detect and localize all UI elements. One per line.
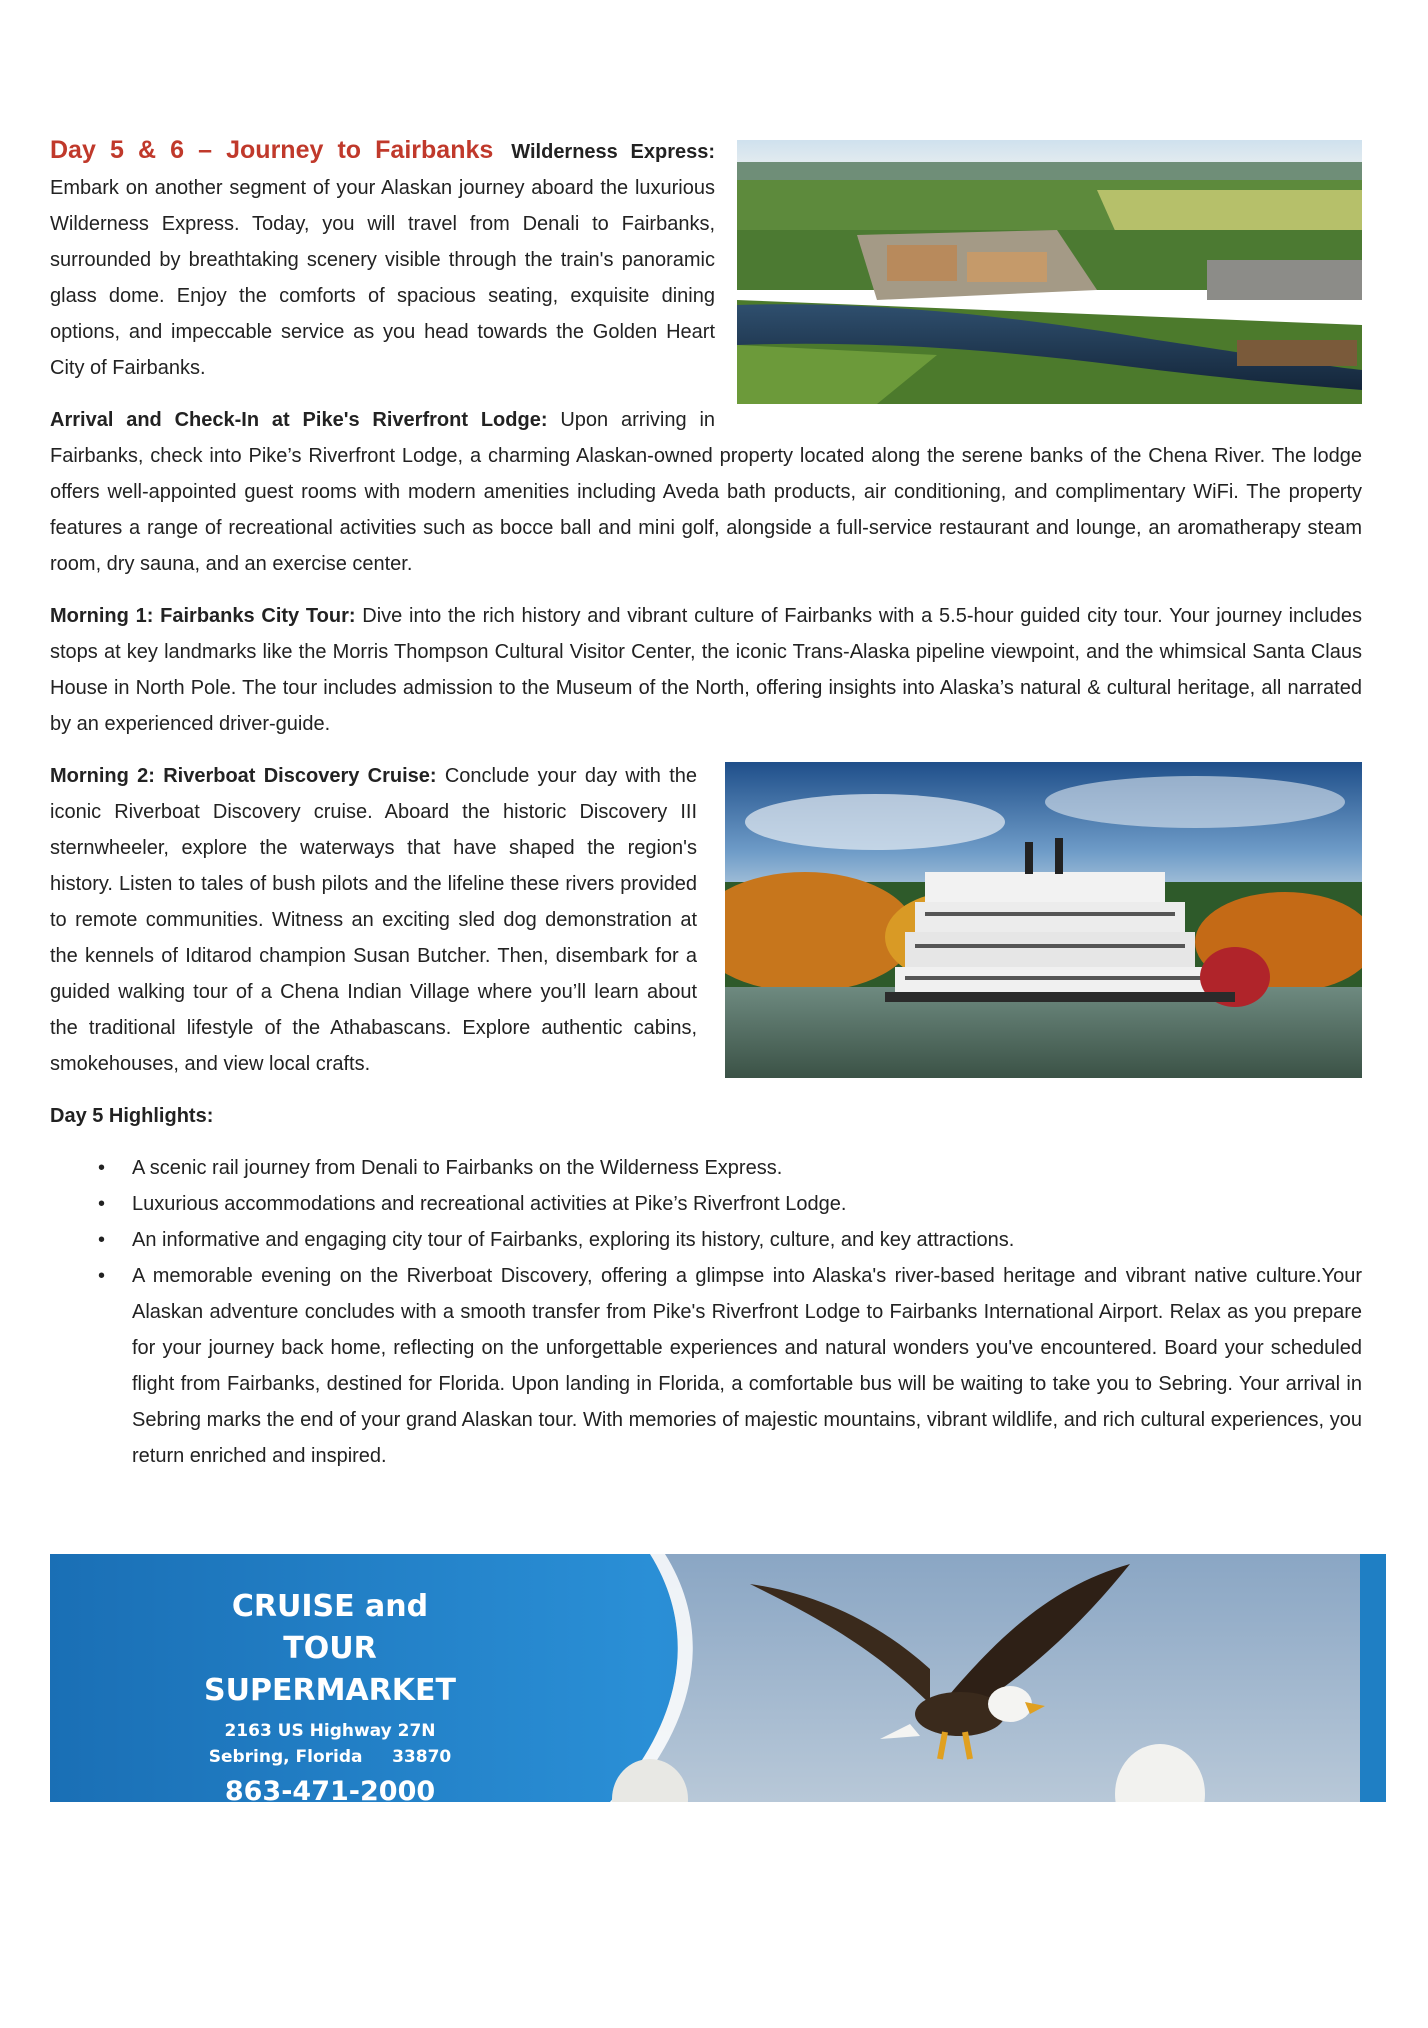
list-item bbox=[98, 1222, 1362, 1258]
section-heading: Morning 1: Fairbanks City Tour: bbox=[50, 605, 356, 627]
list-item-text: An informative and engaging city tour of Fairbanks, exploring its history, culture, and key attractions. bbox=[132, 1229, 1015, 1251]
banner-text bbox=[200, 1586, 460, 1840]
list-item bbox=[98, 1258, 1362, 1474]
bullet-icon: • bbox=[98, 1265, 106, 1287]
section-text: Conclude your day with the iconic Riverboat Discovery cruise. Aboard the historic Discovery III sternwheeler, explore the waterways that have shaped the region's history. Listen to tales of bush pilots and the lifeline these rivers provided to remote communities. Witness an exciting sled dog demonstration at the kennels of Iditarod champion Susan Butcher. Then, disembark for a guided walking tour of a Chena Indian Village where you’ll learn about the traditional lifestyle of the Athabascans. Explore authentic cabins, smokehouses, and view local crafts. bbox=[50, 765, 698, 1075]
company-banner bbox=[50, 1554, 1386, 1839]
address-line2: Sebring, Florida 33870 bbox=[208, 1747, 452, 1767]
section-heading: Arrival and Check-In at Pike's Riverfront Lodge: bbox=[50, 409, 548, 431]
day-title: Day 5 & 6 – Journey to Fairbanks bbox=[50, 136, 494, 164]
highlights-title: Day 5 Highlights: bbox=[50, 1105, 214, 1127]
section-text: Dive into the rich history and vibrant culture of Fairbanks with a 5.5-hour guided city tour. Your journey includes stops at key landmarks like the Morris Thompson Cultural Visitor Center, the iconic Trans-Alaska pipeline viewpoint, and the whimsical Santa Claus House in North Pole. The tour includes admission to the Museum of the North, offering insights into Alaska’s natural & cultural heritage, all narrated by an experienced driver-guide. bbox=[50, 605, 1362, 735]
fairbanks-aerial-photo bbox=[737, 140, 1362, 404]
highlights-list bbox=[50, 1150, 1362, 1474]
phone-number-2: 800-232-7447 bbox=[224, 1808, 436, 1839]
address-line1: 2163 US Highway 27N bbox=[224, 1721, 436, 1741]
section-text: Embark on another segment of your Alaskan journey aboard the luxurious Wilderness Express. Today, you will travel from Denali to Fairbanks, surrounded by breathtaking scenery visible through the train's panoramic glass dome. Enjoy the comforts of spacious seating, exquisite dining options, and impeccable service as you head towards the Golden Heart City of Fairbanks. bbox=[50, 177, 715, 379]
company-name-line1: CRUISE and TOUR bbox=[231, 1589, 429, 1666]
bullet-icon: • bbox=[98, 1229, 106, 1251]
list-item bbox=[98, 1150, 1362, 1186]
list-item-text: A scenic rail journey from Denali to Fairbanks on the Wilderness Express. bbox=[132, 1157, 783, 1179]
section-arrival bbox=[50, 402, 1362, 582]
content-area bbox=[50, 132, 1362, 1474]
company-name-line2: SUPERMARKET bbox=[204, 1673, 456, 1708]
riverboat-photo bbox=[725, 762, 1362, 1078]
section-text: Upon arriving in Fairbanks, check into Pike’s Riverfront Lodge, a charming Alaskan-owned property located along the serene banks of the Chena River. The lodge offers well-appointed guest rooms with modern amenities including Aveda bath products, air conditioning, and complimentary WiFi. The property features a range of recreational activities such as bocce ball and mini golf, alongside a full-service restaurant and lounge, an aromatherapy steam room, dry sauna, and an exercise center. bbox=[50, 409, 1362, 575]
list-item-text: Luxurious accommodations and recreational activities at Pike’s Riverfront Lodge. bbox=[132, 1193, 847, 1215]
phone-number-1: 863-471-2000 bbox=[224, 1776, 436, 1807]
section-heading: Morning 2: Riverboat Discovery Cruise: bbox=[50, 765, 437, 787]
section-city-tour bbox=[50, 598, 1362, 742]
bullet-icon: • bbox=[98, 1157, 106, 1179]
section-subtitle: Wilderness Express: bbox=[511, 141, 716, 163]
list-item bbox=[98, 1186, 1362, 1222]
list-item-text: A memorable evening on the Riverboat Discovery, offering a glimpse into Alaska's river-based heritage and vibrant native culture.Your Alaskan adventure concludes with a smooth transfer from Pike's Riverfront Lodge to Fairbanks International Airport. Relax as you prepare for your journey back home, reflecting on the unforgettable experiences and natural wonders you've encountered. Board your scheduled flight from Fairbanks, destined for Florida. Upon landing in Florida, a comfortable bus will be waiting to take you to Sebring. Your arrival in Sebring marks the end of your grand Alaskan tour. With memories of majestic mountains, vibrant wildlife, and rich cultural experiences, you return enriched and inspired. bbox=[132, 1265, 1362, 1467]
bullet-icon: • bbox=[98, 1193, 106, 1215]
